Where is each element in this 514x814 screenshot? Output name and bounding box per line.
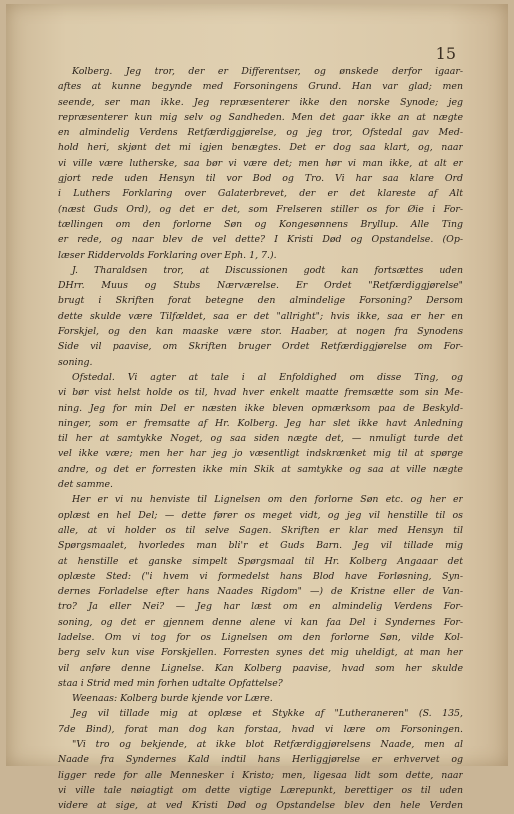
text-line: at henstille et ganske simpelt Spørgsmaal til Hr. Kolberg Angaaar det	[58, 555, 463, 567]
text-line: Jeg vil tillade mig at oplæse et Stykke af "Lutheraneren" (S. 135,	[72, 708, 463, 720]
text-line: er rede, og naar blev de vel dette? I Kristi Død og Opstandelse. (Op-	[58, 234, 463, 246]
page-number: 15	[435, 44, 456, 63]
text-line: Ofstedal. Vi agter at tale i al Enfoldighed om disse Ting, og	[72, 371, 463, 383]
text-line: vi bør vist helst holde os til, hvad hver enkelt maatte fremsætte som sin Me-	[58, 387, 463, 399]
text-line: ning. Jeg for min Del er næsten ikke bleven opmærksom paa de Beskyld-	[58, 402, 463, 414]
text-line: dernes Forladelse efter hans Naades Rigdom" —) de Kristne eller de Van-	[58, 586, 463, 598]
text-line: J. Tharaldsen tror, at Discussionen godt kan fortsættes uden	[72, 264, 463, 276]
text-line: vel ikke være; men her har jeg jo væsentligt indskrænket mig til at spørge	[58, 448, 463, 460]
body-text	[58, 64, 463, 814]
text-line: 7de Bind), forat man dog kan forstaa, hvad vi lære om Forsoningen.	[58, 723, 463, 735]
text-line: videre at sige, at ved Kristi Død og Opstandelse blev den hele Verden	[58, 800, 463, 812]
text-line: Naade fra Syndernes Kald indtil hans Herliggjørelse er erhvervet og	[58, 754, 463, 766]
text-line: Spørgsmaalet, hvorledes man bli'r et Guds Barn. Jeg vil tillade mig	[58, 540, 463, 552]
text-line: "Vi tro og bekjende, at ikke blot Retfærdiggjørelsens Naade, men al	[72, 739, 463, 751]
text-line: (næst Guds Ord), og det er det, som Frelseren stiller os for Øie i For-	[58, 203, 463, 215]
text-line: staa i Strid med min forhen udtalte Opfattelse?	[58, 677, 283, 689]
text-line: repræsenterer kun mig selv og Sandheden. Men det gaar ikke an at nægte	[58, 111, 463, 123]
text-line: Side vil paavise, om Skriften bruger Ordet Retfærdiggjørelse om For-	[58, 341, 463, 353]
text-line: seende, ser man ikke. Jeg repræsenterer ikke den norske Synode; jeg	[58, 96, 463, 108]
text-line: Weenaas: Kolberg burde kjende vor Lære.	[72, 693, 273, 705]
text-line: vi ville være lutherske, saa bør vi være det; men hør vi man ikke, at alt er	[58, 157, 463, 169]
text-line: tro? Ja eller Nei? — Jeg har læst om en almindelig Verdens For-	[58, 601, 463, 613]
text-line: brugt i Skriften forat betegne den almindelige Forsoning? Dersom	[58, 295, 463, 307]
text-line: i Luthers Forklaring over Galaterbrevet, der er det klareste af Alt	[58, 188, 463, 200]
text-line: soning.	[58, 356, 93, 368]
text-line: Forskjel, og den kan maaske være stor. Haaber, at nogen fra Synodens	[58, 326, 463, 338]
text-line: det samme.	[58, 479, 114, 491]
text-line: ninger, som er fremsatte af Hr. Kolberg. Jeg har slet ikke havt Anledning	[58, 417, 463, 429]
text-line: vi ville tale nøiagtigt om dette vigtige Lærepunkt, berettiger os til uden	[58, 784, 463, 796]
text-line: Her er vi nu henviste til Lignelsen om den forlorne Søn etc. og her er	[72, 494, 463, 506]
text-line: andre, og det er forresten ikke min Skik at samtykke og saa at ville nægte	[58, 463, 463, 475]
text-line: dette skulde være Tilfældet, saa er det "allright"; hvis ikke, saa er her en	[58, 310, 463, 322]
text-line: læser Riddervolds Forklaring over Eph. 1, 7.).	[58, 249, 277, 261]
text-line: alle, at vi holder os til selve Sagen. Skriften er klar med Hensyn til	[58, 524, 463, 536]
text-line: oplæst en hel Del; — dette fører os meget vidt, og jeg vil henstille til os	[58, 509, 463, 521]
text-line: berg selv kun vise Forskjellen. Forresten synes det mig uheldigt, at man her	[58, 647, 463, 659]
text-line: DHrr. Muus og Stubs Nærværelse. Er Ordet "Retfærdiggjørelse"	[58, 280, 463, 292]
text-line: gjort rede uden Hensyn til vor Bod og Tro. Vi har saa klare Ord	[58, 173, 463, 185]
book-page	[6, 4, 508, 812]
text-line: en almindelig Verdens Retfærdiggjørelse, og jeg tror, Ofstedal gav Med-	[58, 127, 463, 139]
text-line: hold heri, skjønt det mi igjen benægtes. Det er dog saa klart, og, naar	[58, 142, 463, 154]
text-line: oplæste Sted: ("i hvem vi formedelst hans Blod have Forløsning, Syn-	[58, 570, 463, 582]
text-line: tællingen om den forlorne Søn og Kongesønnens Bryllup. Alle Ting	[58, 218, 463, 230]
text-line: ligger rede for alle Mennesker i Kristo; men, ligesaa lidt som dette, naar	[58, 769, 463, 781]
text-line: vil anføre denne Lignelse. Kan Kolberg paavise, hvad som her skulde	[58, 662, 463, 674]
text-line: Kolberg. Jeg tror, der er Differentser, og ønskede derfor igaar-	[72, 66, 463, 77]
text-line: aftes at kunne begynde med Forsoningens Grund. Han var glad; men	[58, 81, 463, 93]
text-line: soning, og det er gjennem denne alene vi kan faa Del i Syndernes For-	[58, 616, 463, 628]
text-line: ladelse. Om vi tog for os Lignelsen om den forlorne Søn, vilde Kol-	[58, 631, 463, 643]
text-line: til her at samtykke Noget, og saa siden nægte det, — nmuligt turde det	[58, 433, 463, 445]
